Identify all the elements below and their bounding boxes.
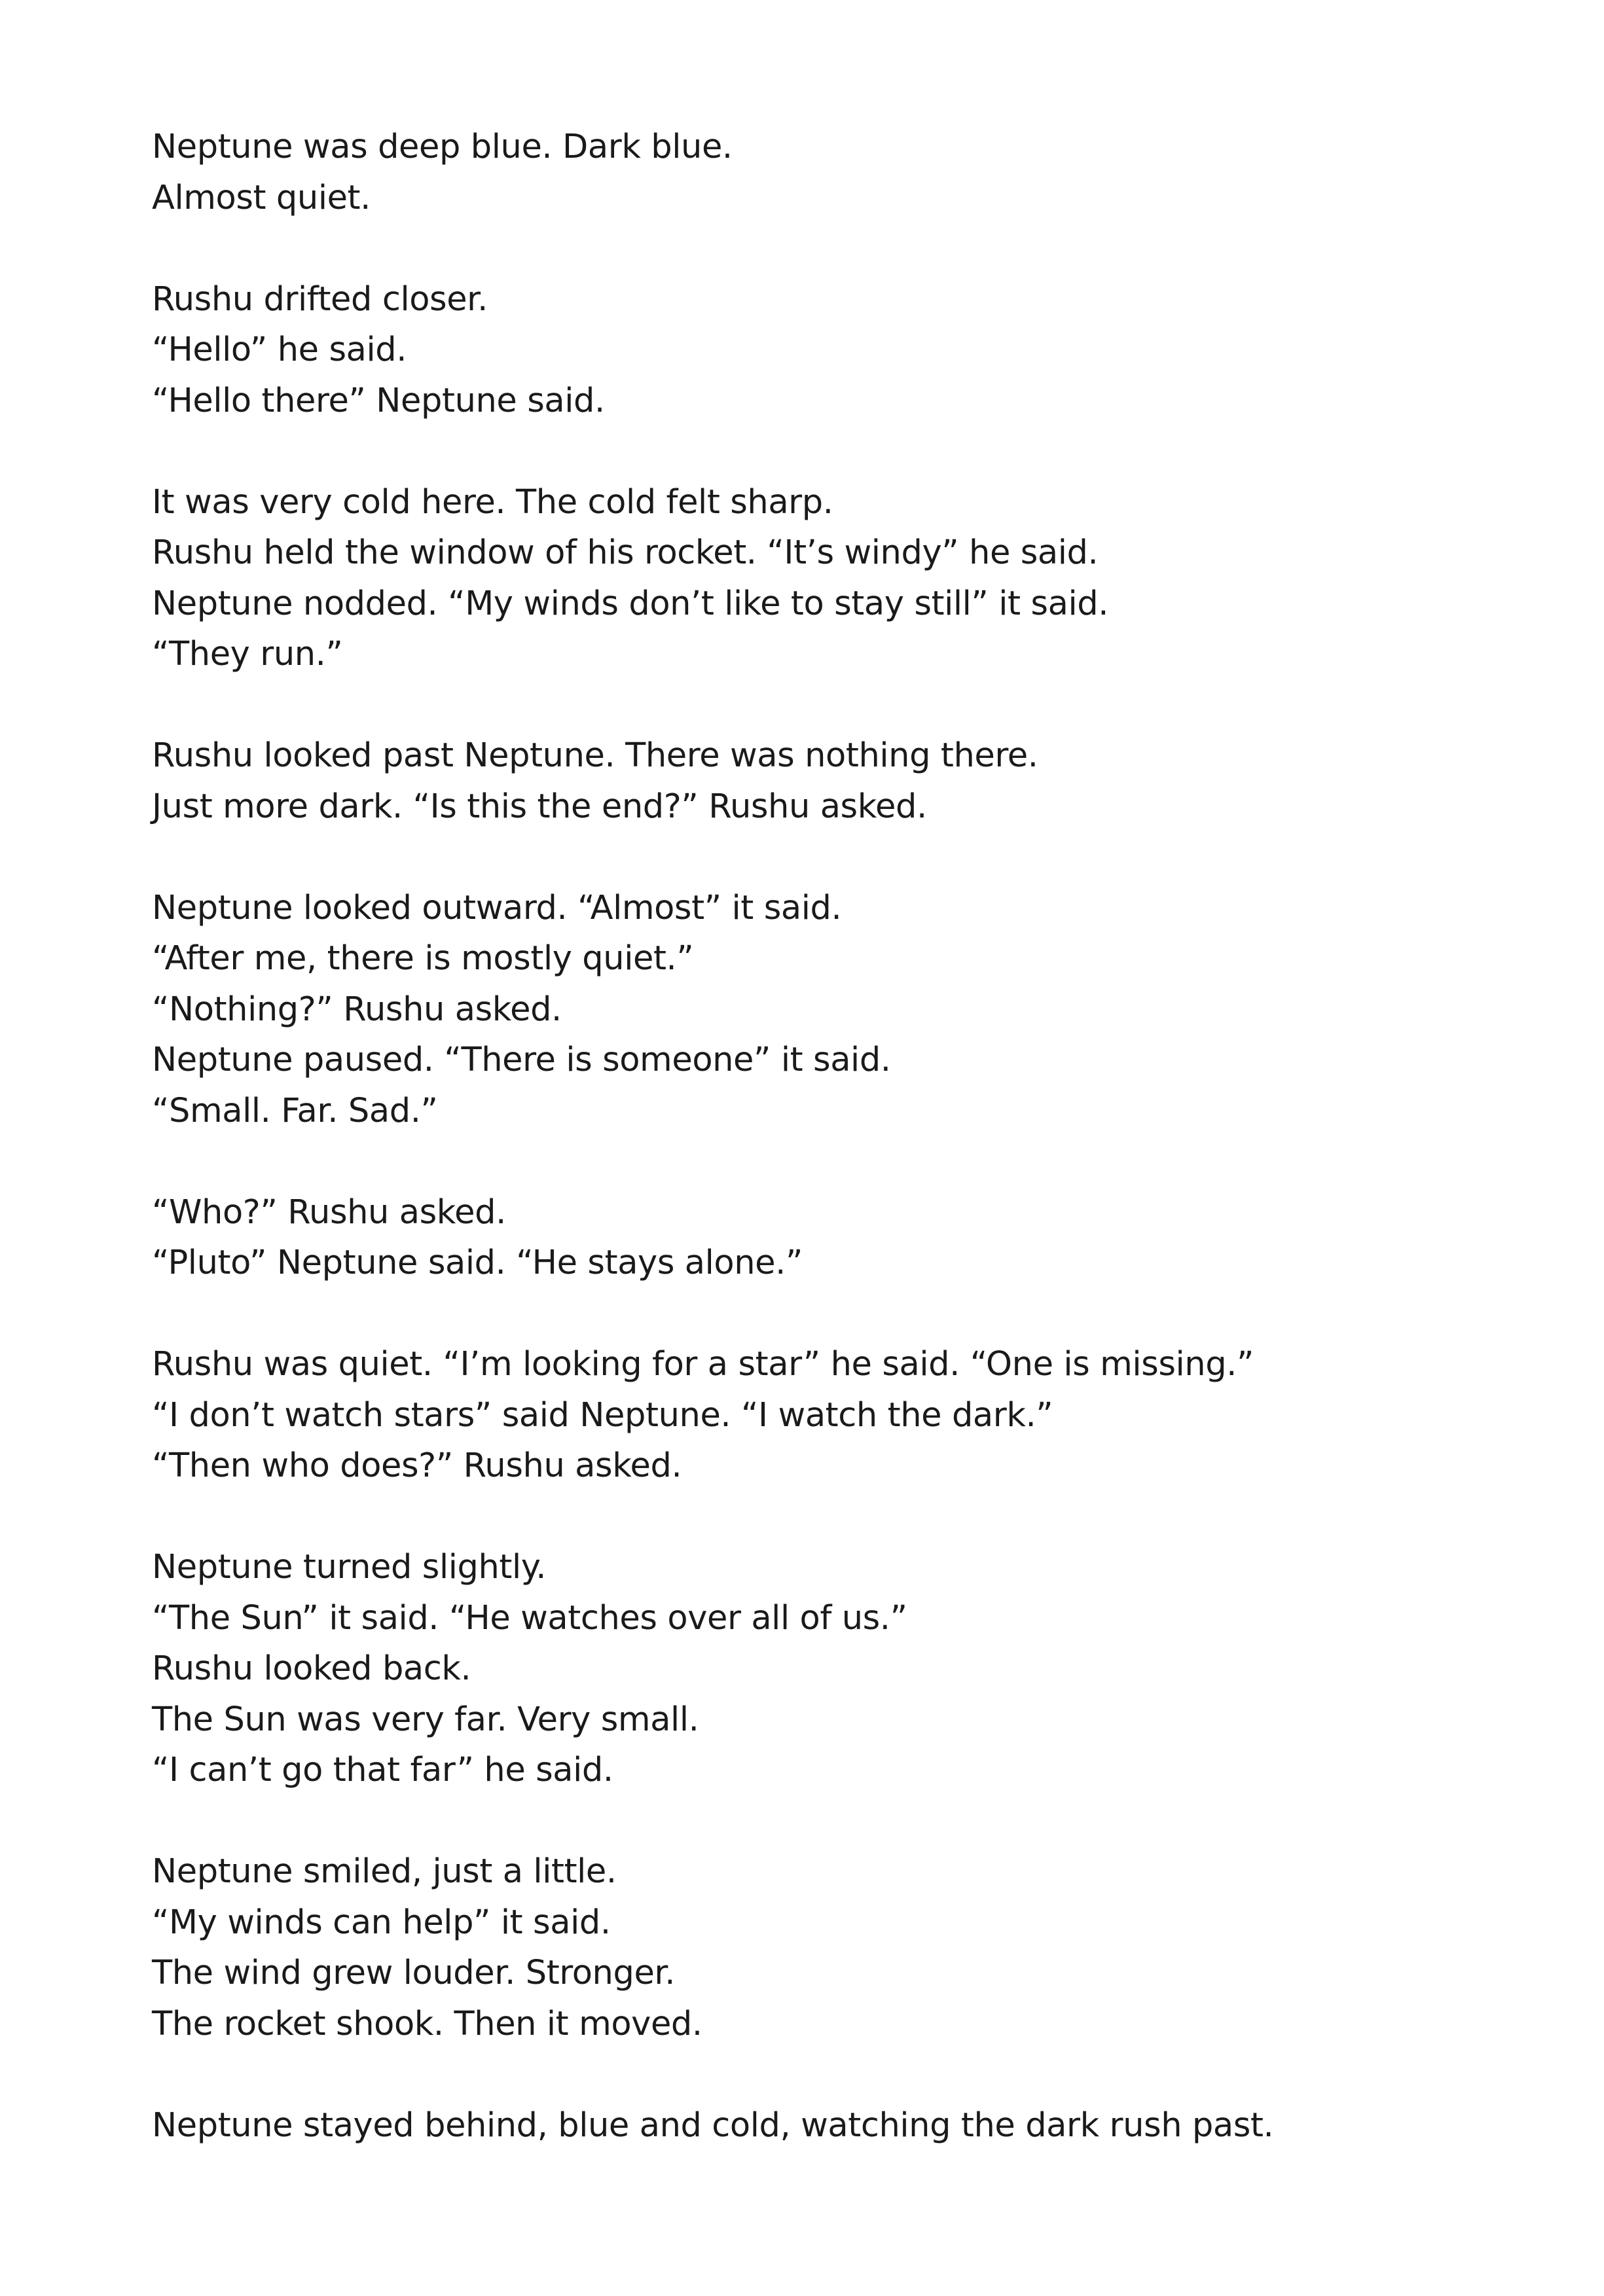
story-paragraph [152,1339,1461,1492]
story-line: The rocket shook. Then it moved. [152,2004,702,2043]
story-paragraph [152,477,1461,680]
story-line: Just more dark. “Is this the end?” Rushu asked. [152,787,927,826]
story-paragraph [152,1542,1461,1796]
story-line: “I don’t watch stars” said Neptune. “I watch the dark.” [152,1395,1053,1435]
story-line: Neptune paused. “There is someone” it said. [152,1041,891,1079]
story-line: “Hello there” Neptune said. [152,381,605,420]
story-line: “Pluto” Neptune said. “He stays alone.” [152,1244,803,1282]
story-line: “They run.” [152,635,343,673]
story-line: “Who?” Rushu asked. [152,1193,506,1232]
story-line: “Nothing?” Rushu asked. [152,990,562,1029]
story-line: Neptune was deep blue. Dark blue. [152,128,733,166]
story-paragraph [152,2100,1461,2151]
story-line: Rushu drifted closer. [152,279,488,319]
story-line: “After me, there is mostly quiet.” [152,939,694,978]
story-text [152,122,1461,2151]
story-line: Neptune nodded. “My winds don’t like to stay still” it said. [152,584,1109,623]
story-line: Neptune turned slightly. [152,1548,547,1587]
story-line: Neptune stayed behind, blue and cold, watching the dark rush past. [152,2106,1274,2145]
story-paragraph [152,1846,1461,2049]
story-line: Neptune looked outward. “Almost” it said. [152,888,842,927]
story-paragraph [152,883,1461,1137]
story-line: “I can’t go that far” he said. [152,1751,613,1789]
story-line: Neptune smiled, just a little. [152,1852,617,1891]
story-line: The wind grew louder. Stronger. [152,1954,676,1992]
story-paragraph [152,122,1461,223]
story-line: Rushu held the window of his rocket. “It’s windy” he said. [152,533,1099,572]
story-line: “Small. Far. Sad.” [152,1091,438,1130]
story-line: Rushu looked past Neptune. There was nothing there. [152,736,1038,775]
story-line: Rushu looked back. [152,1649,471,1688]
story-paragraph [152,1187,1461,1289]
story-line: “Then who does?” Rushu asked. [152,1446,682,1485]
story-paragraph [152,730,1461,832]
story-line: “Hello” he said. [152,331,407,369]
story-line: Rushu was quiet. “I’m looking for a star” he said. “One is missing.” [152,1345,1254,1384]
story-paragraph [152,274,1461,427]
story-line: “The Sun” it said. “He watches over all of us.” [152,1598,907,1638]
story-line: Almost quiet. [152,178,371,217]
story-line: “My winds can help” it said. [152,1903,611,1942]
story-line: It was very cold here. The cold felt sharp. [152,482,833,522]
story-line: The Sun was very far. Very small. [152,1700,699,1739]
